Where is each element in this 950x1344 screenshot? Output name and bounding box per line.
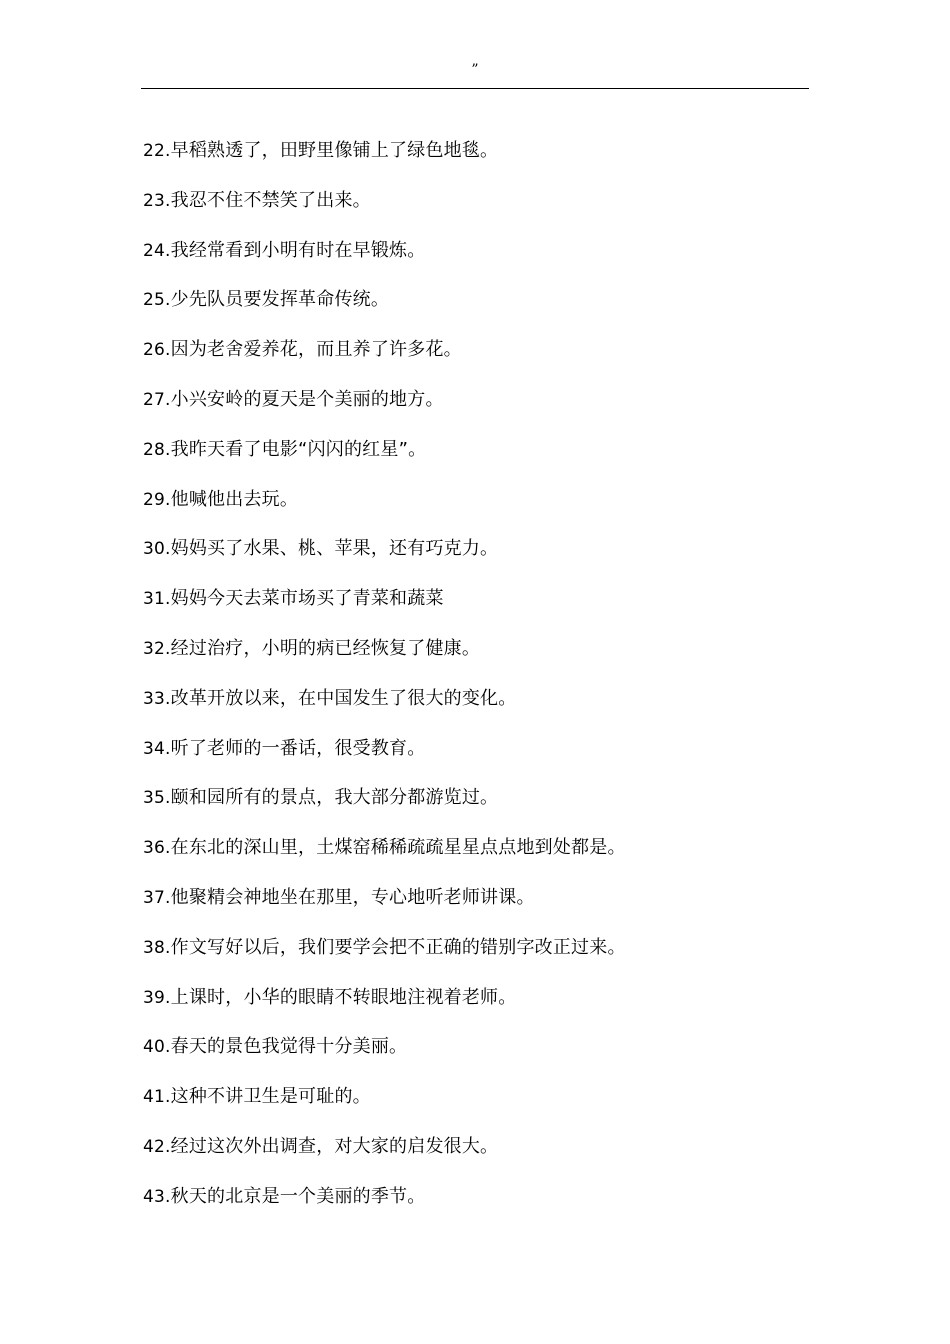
sentence-number: 26. xyxy=(143,340,171,361)
sentence-number: 28. xyxy=(143,439,171,460)
sentence-item xyxy=(143,785,626,835)
sentence-text: 秋天的北京是一个美丽的季节。 xyxy=(170,1185,426,1207)
sentence-text: 小兴安岭的夏天是个美丽的地方。 xyxy=(170,388,444,410)
sentence-item xyxy=(143,736,626,786)
header-mark: ” xyxy=(471,62,479,78)
sentence-item xyxy=(143,188,626,238)
sentence-item xyxy=(143,1134,626,1184)
sentence-number: 22. xyxy=(143,141,171,161)
sentence-item xyxy=(143,337,626,387)
sentence-number: 42. xyxy=(143,1136,171,1157)
sentence-number: 35. xyxy=(143,788,171,809)
sentence-text: 在东北的深山里，土煤窑稀稀疏疏星星点点地到处都是。 xyxy=(170,837,626,859)
sentence-number: 30. xyxy=(143,539,171,560)
sentence-text: 上课时，小华的眼睛不转眼地注视着老师。 xyxy=(170,986,517,1008)
sentence-item xyxy=(143,536,626,586)
sentence-number: 36. xyxy=(143,838,171,859)
sentence-number: 39. xyxy=(143,987,171,1008)
sentence-text: 妈妈今天去菜市场买了青菜和蔬菜 xyxy=(170,588,444,610)
sentence-item xyxy=(143,287,626,337)
sentence-number: 37. xyxy=(143,887,171,908)
sentence-item xyxy=(143,835,626,885)
sentence-text: 我经常看到小明有时在早锻炼。 xyxy=(170,239,426,261)
sentence-number: 29. xyxy=(143,489,171,510)
sentence-item xyxy=(143,437,626,487)
sentence-text: 听了老师的一番话，很受教育。 xyxy=(170,737,426,759)
sentence-text: 春天的景色我觉得十分美丽。 xyxy=(170,1036,408,1058)
sentence-number: 43. xyxy=(143,1186,171,1207)
sentence-number: 41. xyxy=(143,1087,171,1108)
sentence-item xyxy=(143,636,626,686)
sentence-text: 经过这次外出调查，对大家的启发很大。 xyxy=(170,1135,499,1157)
sentence-item xyxy=(143,238,626,288)
sentence-text: 经过治疗，小明的病已经恢复了健康。 xyxy=(170,637,481,659)
sentence-text: 少先队员要发挥革命传统。 xyxy=(170,289,390,311)
sentence-number: 40. xyxy=(143,1037,171,1058)
sentence-text: 他聚精会神地坐在那里，专心地听老师讲课。 xyxy=(170,886,535,908)
sentence-number: 27. xyxy=(143,389,171,410)
sentence-item xyxy=(143,1034,626,1084)
sentence-number: 24. xyxy=(143,240,171,261)
sentence-number: 31. xyxy=(143,589,171,610)
sentence-list xyxy=(143,138,626,1234)
sentence-text: 早稻熟透了，田野里像铺上了绿色地毯。 xyxy=(170,140,499,161)
sentence-text: 作文写好以后，我们要学会把不正确的错别字改正过来。 xyxy=(170,936,626,958)
sentence-item xyxy=(143,138,626,188)
sentence-text: 因为老舍爱养花，而且养了许多花。 xyxy=(170,339,462,361)
sentence-item xyxy=(143,487,626,537)
sentence-text: 颐和园所有的景点，我大部分都游览过。 xyxy=(170,787,499,809)
sentence-number: 33. xyxy=(143,688,171,709)
sentence-text: 他喊他出去玩。 xyxy=(170,488,299,510)
sentence-item xyxy=(143,387,626,437)
header-rule xyxy=(141,88,809,89)
sentence-number: 23. xyxy=(143,190,171,211)
sentence-text: 这种不讲卫生是可耻的。 xyxy=(170,1086,371,1108)
sentence-item xyxy=(143,1184,626,1234)
sentence-number: 32. xyxy=(143,638,171,659)
sentence-text: 改革开放以来，在中国发生了很大的变化。 xyxy=(170,687,517,709)
sentence-item xyxy=(143,1084,626,1134)
sentence-item xyxy=(143,935,626,985)
sentence-number: 34. xyxy=(143,738,171,759)
sentence-text: 妈妈买了水果、桃、苹果，还有巧克力。 xyxy=(170,538,499,560)
sentence-text: 我昨天看了电影“闪闪的红星”。 xyxy=(170,438,427,460)
sentence-item xyxy=(143,586,626,636)
sentence-number: 38. xyxy=(143,937,171,958)
sentence-number: 25. xyxy=(143,290,171,311)
sentence-item xyxy=(143,985,626,1035)
sentence-text: 我忍不住不禁笑了出来。 xyxy=(170,189,371,211)
sentence-item xyxy=(143,885,626,935)
sentence-item xyxy=(143,686,626,736)
